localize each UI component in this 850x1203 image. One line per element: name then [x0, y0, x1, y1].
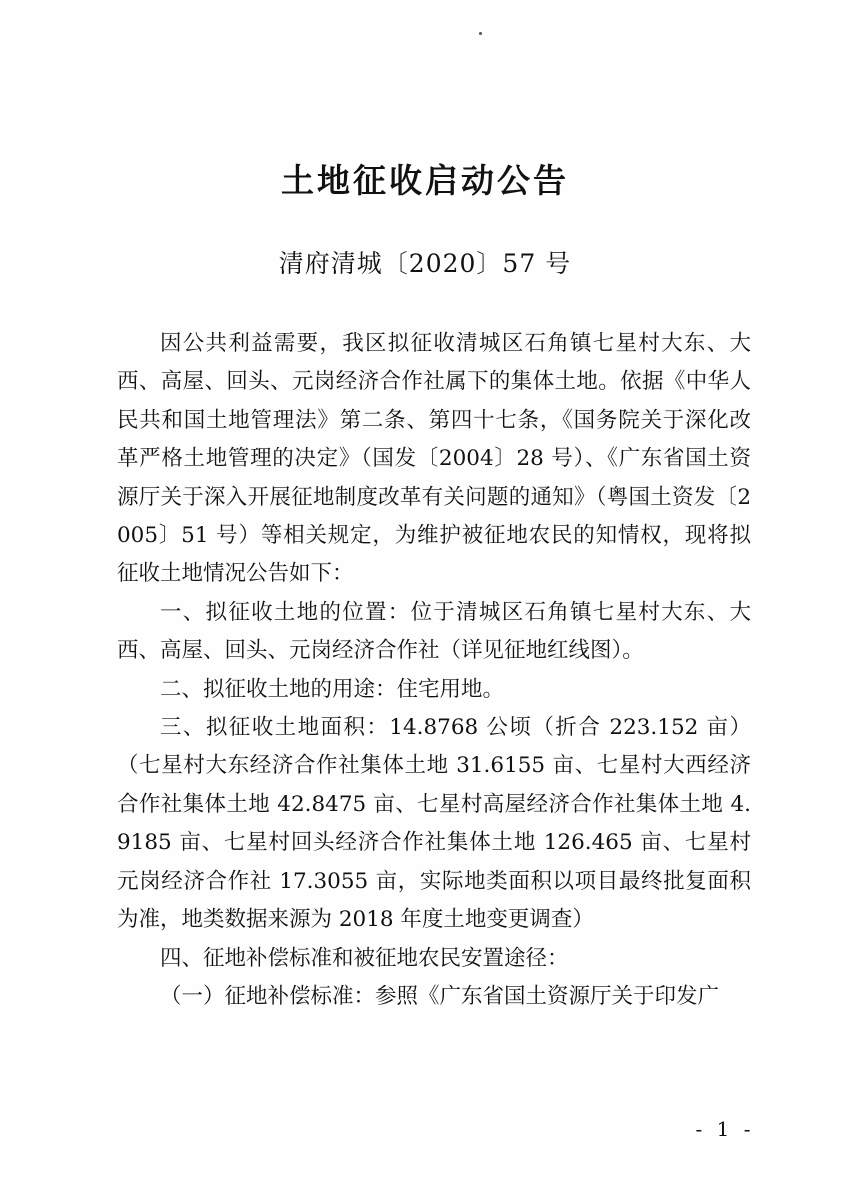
page-number: - 1 -: [695, 1117, 755, 1141]
paragraph-area: 三、拟征收土地面积：14.8768 公顷（折合 223.152 亩）（七星村大东经济合作社集体土地 31.6155 亩、七星村大西经济合作社集体土地 42.8475 亩、七星村高屋经济合作社集体土地 4.9185 亩、七星村回头经济合作社集体土地 126.465 亩、七星村元岗经济合作社 17.3055 亩，实际地类面积以项目最终批复面积为准，地类数据来源为 2018 年度土地变更调查）: [117, 715, 751, 933]
document-title: 土地征收启动公告: [281, 161, 569, 200]
paragraph-location: 一、拟征收土地的位置：位于清城区石角镇七星村大东、大西、高屋、回头、元岗经济合作社（详见征地红线图）。: [117, 599, 751, 664]
document-number: 清府清城〔2020〕57 号: [278, 249, 572, 278]
paragraph-compensation-heading: 四、征地补偿标准和被征地农民安置途径：: [160, 945, 569, 971]
paragraph-usage: 二、拟征收土地的用途：住宅用地。: [160, 676, 505, 702]
document-body: [117, 325, 751, 1016]
paragraph-compensation-standard: （一）征地补偿标准：参照《广东省国土资源厅关于印发广: [160, 983, 720, 1009]
scan-speck: [479, 32, 482, 35]
paragraph-intro: 因公共利益需要，我区拟征收清城区石角镇七星村大东、大西、高屋、回头、元岗经济合作社属下的集体土地。依据《中华人民共和国土地管理法》第二条、第四十七条，《国务院关于深化改革严格土地管理的决定》（国发〔2004〕28 号）、《广东省国土资源厅关于深入开展征地制度改革有关问题的通知》（粤国土资发〔2005〕51 号）等相关规定，为维护被征地农民的知情权，现将拟征收土地情况公告如下：: [117, 331, 751, 587]
